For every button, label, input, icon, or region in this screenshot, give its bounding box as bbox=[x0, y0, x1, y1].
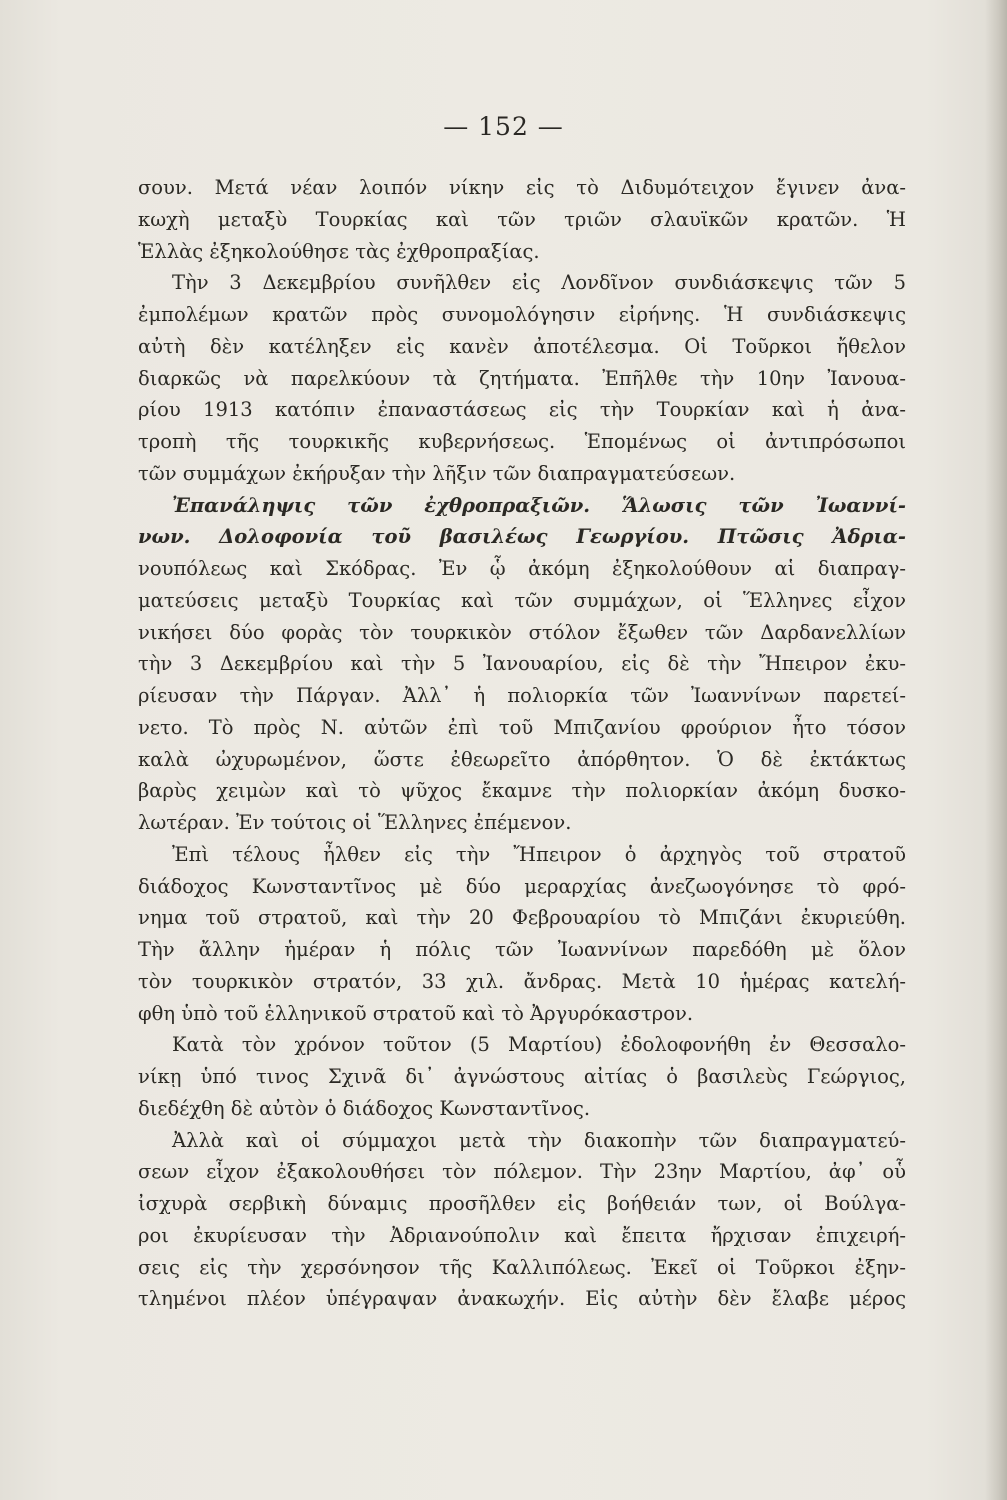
text-line: τλημένοι πλέον ὑπέγραψαν ἀνακωχήν. Εἰς αὐτὴν δὲν ἔλαβε μέρος bbox=[138, 1287, 906, 1311]
text-line: σουν. Μετά νέαν λοιπόν νίκην εἰς τὸ Διδυμότειχον ἔγινεν ἀνα- bbox=[138, 176, 906, 199]
text-line: τὸν τουρκικὸν στρατόν, 33 χιλ. ἄνδρας. Μετὰ 10 ἡμέρας κατελή- bbox=[138, 969, 906, 993]
page-edge-shadow bbox=[985, 0, 1007, 1500]
text-line: νίκῃ ὑπό τινος Σχινᾶ δι᾽ ἀγνώστους αἰτίας ὁ βασιλεὺς Γεώργιος, bbox=[138, 1065, 906, 1088]
section-heading-line: νων. Δολοφονία τοῦ βασιλέως Γεωργίου. Πτῶσις Ἀδρια- bbox=[138, 525, 906, 549]
text-line: διεδέχθη δὲ αὐτὸν ὁ διάδοχος Κωνσταντῖνος. bbox=[138, 1096, 591, 1120]
text-line: νετο. Τὸ πρὸς Ν. αὐτῶν ἐπὶ τοῦ Μπιζανίου φρούριον ἦτο τόσον bbox=[138, 715, 906, 739]
text-line: Τὴν 3 Δεκεμβρίου συνῆλθεν εἰς Λονδῖνον συνδιάσκεψις τῶν 5 bbox=[172, 271, 906, 295]
body-text bbox=[138, 172, 906, 1315]
text-line: καλὰ ὠχυρωμένον, ὥστε ἐθεωρεῖτο ἀπόρθητον. Ὁ δὲ ἐκτάκτως bbox=[138, 747, 906, 771]
text-line: λωτέραν. Ἐν τούτοις οἱ Ἕλληνες ἐπέμενον. bbox=[138, 811, 572, 834]
text-line: κωχὴ μεταξὺ Τουρκίας καὶ τῶν τριῶν σλαυϊκῶν κρατῶν. Ἡ bbox=[138, 207, 906, 231]
text-line: Ἑλλὰς ἐξηκολούθησε τὰς ἐχθροπραξίας. bbox=[138, 239, 540, 263]
text-line: διαρκῶς νὰ παρελκύουν τὰ ζητήματα. Ἐπῆλθε τὴν 10ην Ἰανουα- bbox=[138, 366, 906, 390]
text-line: νουπόλεως καὶ Σκόδρας. Ἐν ᾧ ἀκόμη ἐξηκολούθουν αἱ διαπραγ- bbox=[138, 557, 906, 580]
section-heading-line: Ἐπανάληψις τῶν ἐχθροπραξιῶν. Ἅλωσις τῶν Ἰωαννί- bbox=[172, 493, 906, 517]
text-line: ροι ἐκυρίευσαν τὴν Ἀδριανούπολιν καὶ ἔπειτα ἤρχισαν ἐπιχειρή- bbox=[138, 1223, 906, 1247]
text-line: ἐμπολέμων κρατῶν πρὸς συνομολόγησιν εἰρήνης. Ἡ συνδιάσκεψις bbox=[138, 303, 906, 326]
text-line: Κατὰ τὸν χρόνον τοῦτον (5 Μαρτίου) ἐδολοφονήθη ἐν Θεσσαλο- bbox=[172, 1033, 906, 1057]
text-line: Τὴν ἄλλην ἡμέραν ἡ πόλις τῶν Ἰωαννίνων παρεδόθη μὲ ὅλον bbox=[138, 938, 906, 961]
text-line: αὐτὴ δὲν κατέληξεν εἰς κανὲν ἀποτέλεσμα. Οἱ Τοῦρκοι ἤθελον bbox=[138, 334, 906, 358]
text-line: Ἀλλὰ καὶ οἱ σύμμαχοι μετὰ τὴν διακοπὴν τῶν διαπραγματεύ- bbox=[172, 1128, 906, 1152]
text-line: νημα τοῦ στρατοῦ, καὶ τὴν 20 Φεβρουαρίου τὸ Μπιζάνι ἐκυριεύθη. bbox=[138, 906, 906, 930]
text-line: σεις εἰς τὴν χερσόνησον τῆς Καλλιπόλεως. Ἐκεῖ οἱ Τοῦρκοι ἐξην- bbox=[138, 1255, 906, 1279]
page-number: — 152 — bbox=[443, 112, 564, 141]
text-line: φθη ὑπὸ τοῦ ἑλληνικοῦ στρατοῦ καὶ τὸ Ἀργυρόκαστρον. bbox=[138, 1001, 694, 1025]
text-line: ρίευσαν τὴν Πάργαν. Ἀλλ᾽ ἡ πολιορκία τῶν Ἰωαννίνων παρετεί- bbox=[138, 684, 906, 707]
text-line: ρίου 1913 κατόπιν ἐπαναστάσεως εἰς τὴν Τουρκίαν καὶ ἡ ἀνα- bbox=[138, 398, 906, 422]
text-line: τὴν 3 Δεκεμβρίου καὶ τὴν 5 Ἰανουαρίου, εἰς δὲ τὴν Ἤπειρον ἐκυ- bbox=[138, 652, 906, 676]
text-line: νικήσει δύο φορὰς τὸν τουρκικὸν στόλον ἔξωθεν τῶν Δαρδανελλίων bbox=[138, 620, 906, 644]
text-line: ἰσχυρὰ σερβικὴ δύναμις προσῆλθεν εἰς βοήθειάν των, οἱ Βούλγα- bbox=[138, 1192, 906, 1215]
text-line: σεων εἶχον ἐξακολουθήσει τὸν πόλεμον. Τὴν 23ην Μαρτίου, ἀφ᾽ οὗ bbox=[138, 1160, 906, 1184]
text-line: βαρὺς χειμὼν καὶ τὸ ψῦχος ἔκαμνε τὴν πολιορκίαν ἀκόμη δυσκο- bbox=[138, 779, 906, 803]
text-line: Ἐπὶ τέλους ἦλθεν εἰς τὴν Ἤπειρον ὁ ἀρχηγὸς τοῦ στρατοῦ bbox=[172, 842, 906, 866]
text-line: ματεύσεις μεταξὺ Τουρκίας καὶ τῶν συμμάχων, οἱ Ἕλληνες εἶχον bbox=[138, 588, 906, 612]
text-line: διάδοχος Κωνσταντῖνος μὲ δύο μεραρχίας ἀνεζωογόνησε τὸ φρό- bbox=[138, 874, 906, 898]
text-line: τροπὴ τῆς τουρκικῆς κυβερνήσεως. Ἑπομένως οἱ ἀντιπρόσωποι bbox=[138, 430, 906, 453]
text-line: τῶν συμμάχων ἐκήρυξαν τὴν λῆξιν τῶν διαπραγματεύσεων. bbox=[138, 461, 736, 485]
